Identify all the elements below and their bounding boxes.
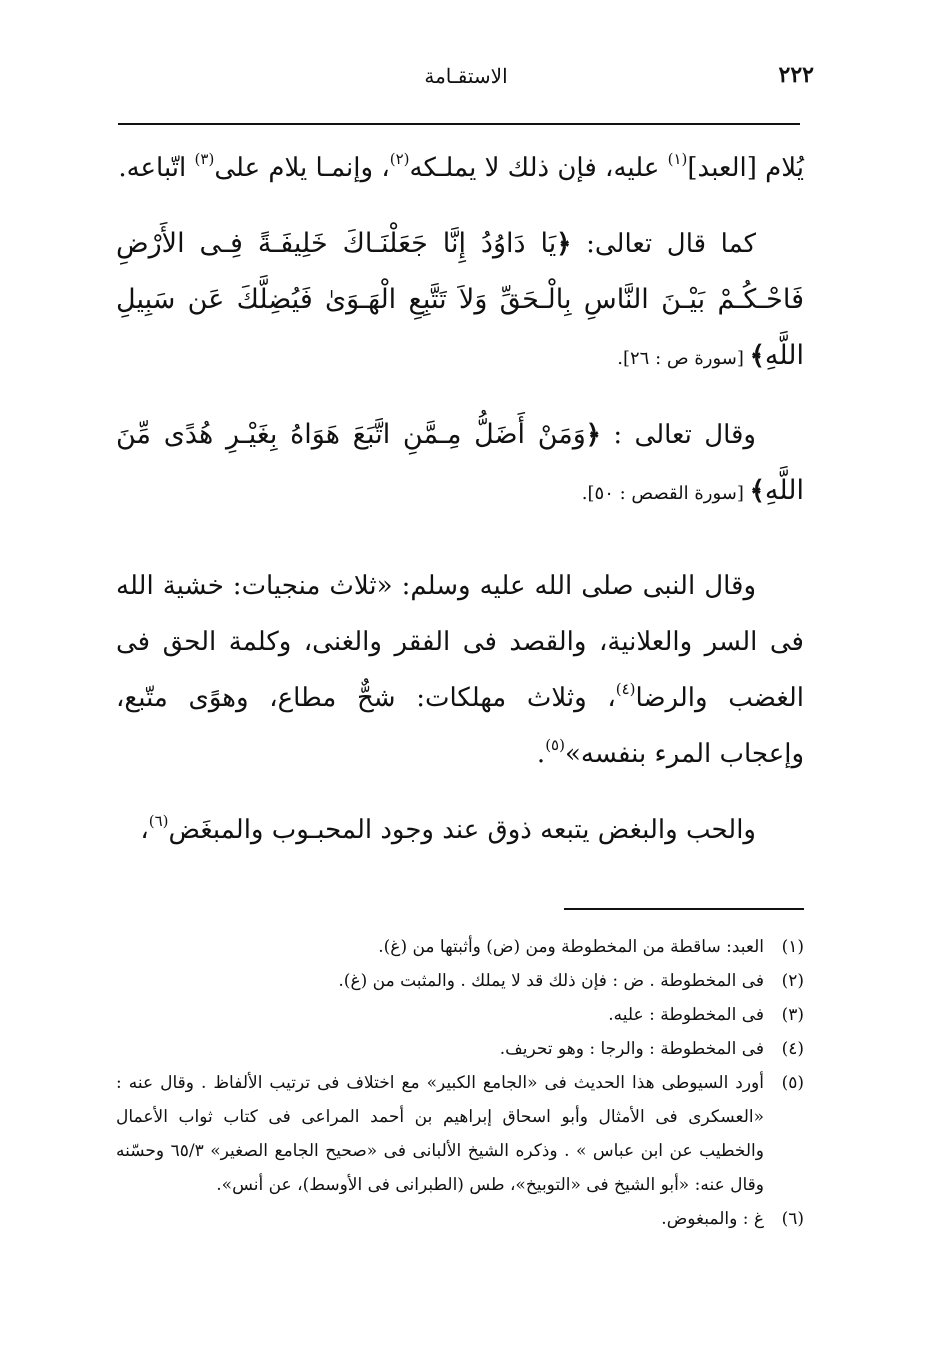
footnote-number: (١) xyxy=(781,937,804,957)
paragraph-5-text-b: ، xyxy=(140,815,149,845)
footnote-number: (٥) xyxy=(781,1073,804,1093)
header-rule xyxy=(118,123,800,125)
footnote-ref-4: (٤) xyxy=(615,680,636,698)
footnote-number: (٢) xyxy=(781,971,804,991)
footnote-ref-1: (١) xyxy=(667,150,688,168)
paragraph-4-text-b: ، وثلاث مهلكات: شحٌّ مطاع، وهوًى متّبع، وإعجاب المرء بنفسه» xyxy=(116,683,804,769)
paragraph-1 xyxy=(116,140,804,196)
footnote-number: (٤) xyxy=(781,1039,804,1059)
footnote-number: (٦) xyxy=(781,1209,804,1229)
footnote-number: (٣) xyxy=(781,1005,804,1025)
footnote-separator xyxy=(564,908,804,910)
paragraph-5 xyxy=(116,802,804,858)
footnote-text: فى المخطوطة : عليه. xyxy=(608,1005,764,1025)
footnote-ref-2: (٢) xyxy=(389,150,410,168)
quran-open-bracket: ﴿ xyxy=(556,229,572,259)
paragraph-3 xyxy=(116,407,804,522)
running-title: الاستقـامة xyxy=(424,64,508,88)
paragraph-3-intro: وقال تعالى : xyxy=(601,420,756,450)
footnote-ref-3: (٣) xyxy=(194,150,215,168)
footnote-text: أورد السيوطى هذا الحديث فى «الجامع الكبير» مع اختلاف فى ترتيب الألفاظ . وقال عنه : «العسكرى فى الأمثال وأبو اسحاق إبراهيم بن أحمد المراعى فى كتاب ثواب الأعمال والخطيب عن ابن عباس » . وذكره الشيخ الألبانى فى «صحيح الجامع الصغير» ٦٥/٣ وحسّنه وقال عنه: «أبو الشيخ فى «التوبيخ»، طس (الطبرانى فى الأوسط)، عن أنس». xyxy=(116,1073,764,1195)
page-number: ٢٢٢ xyxy=(778,62,814,88)
quran-open-bracket: ﴿ xyxy=(585,420,601,450)
footnote-ref-6: (٦) xyxy=(148,812,169,830)
footnote-text: فى المخطوطة : والرجا : وهو تحريف. xyxy=(499,1039,764,1059)
paragraph-5-text-a: والحب والبغض يتبعه ذوق عند وجود المحبـوب والمبغَض xyxy=(168,815,756,845)
footnote-3 xyxy=(116,998,804,1032)
main-text xyxy=(116,140,804,858)
footnote-1 xyxy=(116,930,804,964)
footnote-text: فى المخطوطة . ض : فإن ذلك قد لا يملك . والمثبت من (غ). xyxy=(338,971,764,991)
paragraph-4 xyxy=(116,558,804,782)
footnote-text: العبد: ساقطة من المخطوطة ومن (ض) وأثبتها من (غ). xyxy=(378,937,764,957)
quran-close-bracket: ﴾ xyxy=(749,341,765,371)
footnote-5 xyxy=(116,1066,804,1202)
paragraph-2-intro: كما قال تعالى: xyxy=(571,229,757,259)
footnote-ref-5: (٥) xyxy=(545,736,565,754)
paragraph-4-text-c: . xyxy=(536,739,546,769)
footnote-2 xyxy=(116,964,804,998)
paragraph-1-text-d: اتّباعه. xyxy=(118,153,195,183)
verse-reference-qasas: [سورة القصص : ٥٠]. xyxy=(581,483,750,504)
paragraph-1-text-b: عليه، فإن ذلك لا يملـكه xyxy=(409,153,668,183)
footnote-4 xyxy=(116,1032,804,1066)
quran-close-bracket: ﴾ xyxy=(749,476,765,506)
paragraph-4-text-a: وقال النبى صلى الله عليه وسلم: «ثلاث منجيات: خشية الله فى السر والعلانية، والقصد فى الفقر والغنى، وكلمة الحق فى الغضب والرضا xyxy=(116,571,805,713)
footnote-text: غ : والمبغوض. xyxy=(661,1209,764,1229)
footnotes xyxy=(116,930,804,1236)
paragraph-1-text-a: يُلام [العبد] xyxy=(687,153,804,183)
verse-reference-sad: [سورة ص : ٢٦]. xyxy=(617,348,750,369)
quran-verse-sad-26: يَا دَاوُدُ إِنَّا جَعَلْنَـاكَ خَلِيفَـةً فِـى الأَرْضِ فَاحْـكُـمْ بَيْـنَ النَّاسِ بِالْـحَقِّ وَلاَ تَتَّبِعِ الْهَـوَىٰ فَيُضِلَّكَ عَن سَبِيلِ اللَّهِ xyxy=(116,228,805,371)
footnote-6 xyxy=(116,1202,804,1236)
quran-verse-qasas-50: وَمَنْ أَضَلُّ مِـمَّنِ اتَّبَعَ هَوَاهُ بِغَيْـرِ هُدًى مِّنَ اللَّهِ xyxy=(116,419,804,506)
page-header xyxy=(118,62,814,96)
paragraph-2 xyxy=(116,216,804,387)
paragraph-1-text-c: ، وإنمـا يلام على xyxy=(214,153,390,183)
